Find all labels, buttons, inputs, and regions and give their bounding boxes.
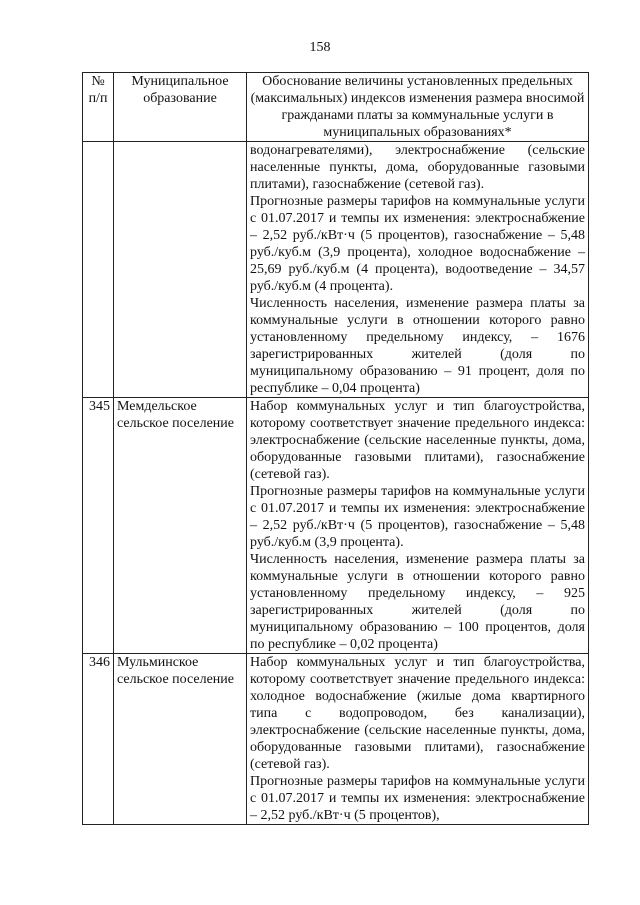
table-row [83, 142, 589, 398]
paragraph: Численность населения, изменение размера платы за коммунальные услуги в отношении которого равно установленному предельному индексу, – 1676 зарегистрированных жителей (доля по муниципальному образованию – 91 процент, доля по республике – 0,04 процента) [250, 296, 585, 396]
header-municipality: Муниципальное образование [114, 73, 247, 142]
paragraph: Численность населения, изменение размера платы за коммунальные услуги в отношении которого равно установленному предельному индексу, – 925 зарегистрированных жителей (доля по муниципальному образованию – 100 процентов, доля по республике – 0,02 процента) [250, 552, 585, 652]
table-row [83, 654, 589, 825]
header-number: № п/п [83, 73, 114, 142]
header-justification: Обоснование величины установленных предельных (максимальных) индексов изменения размера вносимой гражданами платы за коммунальные услуги в муниципальных образованиях* [247, 73, 589, 142]
paragraph: Набор коммунальных услуг и тип благоустройства, которому соответствует значение предельного индекса: холодное водоснабжение (жилые дома квартирного типа с водопроводом, без канализации), электроснабжение (сельские населенные пункты, дома, оборудованные газовыми плитами), газоснабжение (сетевой газ). [250, 655, 585, 772]
paragraph: Прогнозные размеры тарифов на коммунальные услуги с 01.07.2017 и темпы их изменения: электроснабжение – 2,52 руб./кВт·ч (5 процентов), [250, 774, 585, 823]
header-row [83, 73, 589, 142]
page-number: 158 [309, 40, 331, 55]
paragraph: водонагревателями), электроснабжение (сельские населенные пункты, дома, оборудованные газовыми плитами), газоснабжение (сетевой газ). [250, 143, 585, 192]
table-row [83, 398, 589, 654]
row-justification [247, 654, 589, 825]
row-number: 345 [83, 398, 114, 654]
paragraph: Прогнозные размеры тарифов на коммунальные услуги с 01.07.2017 и темпы их изменения: электроснабжение – 2,52 руб./кВт·ч (5 процентов), газоснабжение – 5,48 руб./куб.м (3,9 процента), холодное водоснабжение – 25,69 руб./куб.м (4 процента), водоотведение – 34,57 руб./куб.м (4 процента). [250, 194, 585, 294]
row-municipality: Мемдельское сельское поселение [114, 398, 247, 654]
row-municipality: Мульминское сельское поселение [114, 654, 247, 825]
row-municipality [114, 142, 247, 398]
row-justification [247, 142, 589, 398]
paragraph: Прогнозные размеры тарифов на коммунальные услуги с 01.07.2017 и темпы их изменения: электроснабжение – 2,52 руб./кВт·ч (5 процентов), газоснабжение – 5,48 руб./куб.м (3,9 процента). [250, 484, 585, 550]
tariff-justification-table [82, 72, 589, 825]
row-number: 346 [83, 654, 114, 825]
row-justification [247, 398, 589, 654]
table-header [83, 73, 589, 142]
paragraph: Набор коммунальных услуг и тип благоустройства, которому соответствует значение предельного индекса: электроснабжение (сельские населенные пункты, дома, оборудованные газовыми плитами), газоснабжение (сетевой газ). [250, 399, 585, 482]
row-number [83, 142, 114, 398]
